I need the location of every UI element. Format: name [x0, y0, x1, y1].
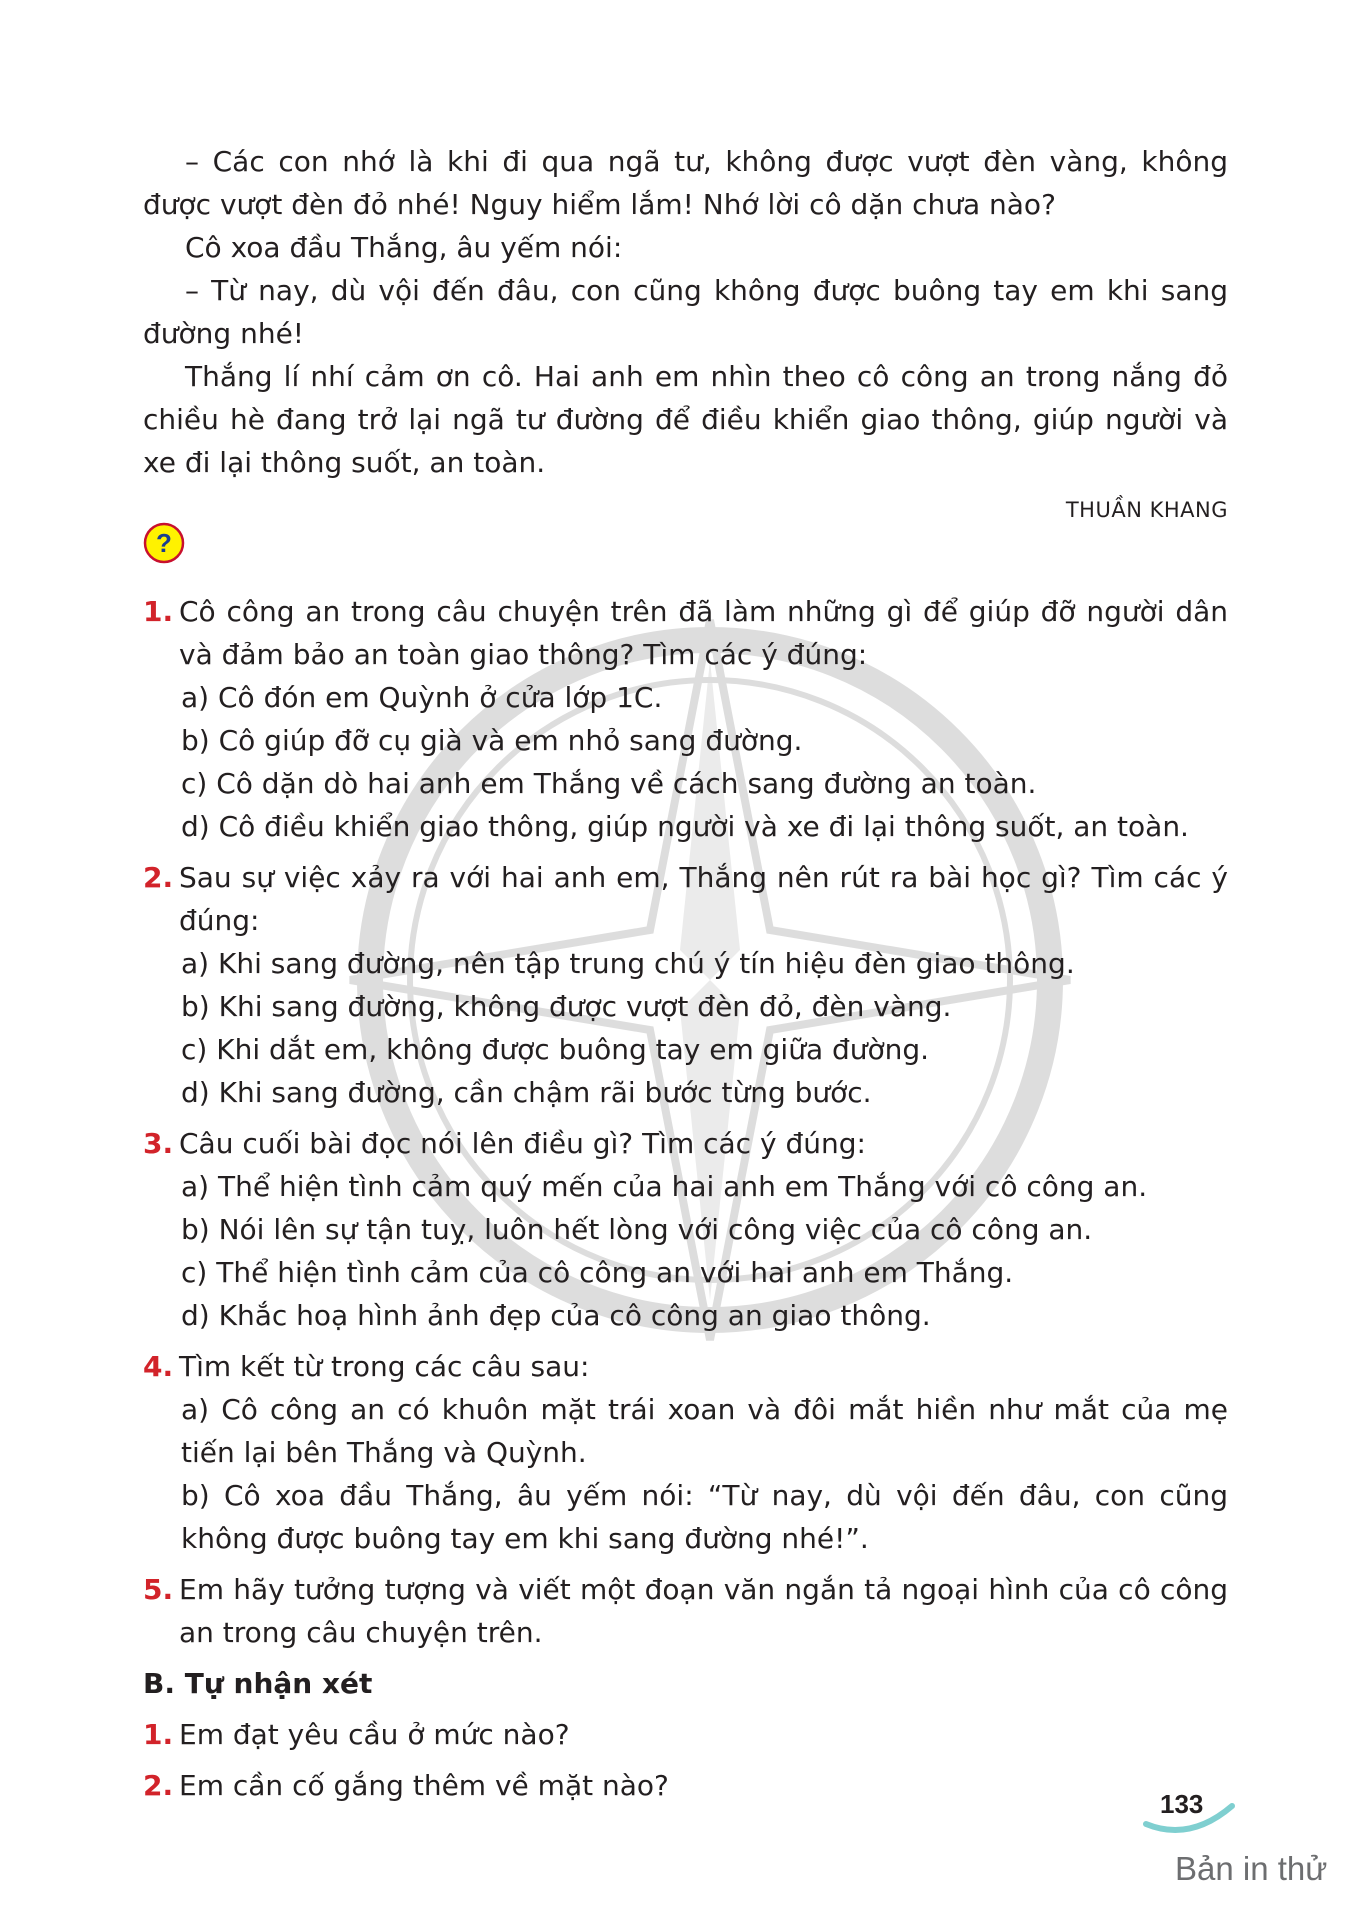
question-text: Cô công an trong câu chuyện trên đã làm những gì để giúp đỡ người dân và đảm bảo an toàn giao thông? Tìm các ý đúng: — [179, 595, 1228, 671]
self-review-item — [143, 1764, 1228, 1807]
answer-option: b) Cô giúp đỡ cụ già và em nhỏ sang đường. — [181, 724, 803, 757]
story-paragraph: Thắng lí nhí cảm ơn cô. Hai anh em nhìn theo cô công an trong nắng đỏ chiều hè đang trở lại ngã tư đường để điều khiển giao thông, giúp người và xe đi lại thông suốt, an toàn. — [143, 360, 1228, 479]
question-item — [143, 1122, 1228, 1337]
question-item — [143, 856, 1228, 1114]
answer-option: c) Khi dắt em, không được buông tay em giữa đường. — [181, 1033, 930, 1066]
question-number: 1. — [143, 595, 174, 628]
answer-option: a) Khi sang đường, nên tập trung chú ý tín hiệu đèn giao thông. — [181, 947, 1075, 980]
question-number: 2. — [143, 861, 174, 894]
answer-option: d) Cô điều khiển giao thông, giúp người và xe đi lại thông suốt, an toàn. — [181, 810, 1189, 843]
draft-label: Bản in thử — [1175, 1850, 1328, 1887]
question-item — [143, 1345, 1228, 1560]
question-number: 2. — [143, 1769, 174, 1802]
question-item — [143, 590, 1228, 848]
question-number: 5. — [143, 1573, 174, 1606]
answer-option: a) Cô đón em Quỳnh ở cửa lớp 1C. — [181, 681, 663, 714]
answer-option: c) Cô dặn dò hai anh em Thắng về cách sang đường an toàn. — [181, 767, 1037, 800]
question-number: 4. — [143, 1350, 174, 1383]
answer-option: b) Cô xoa đầu Thắng, âu yếm nói: “Từ nay, dù vội đến đâu, con cũng không được buông tay em khi sang đường nhé!”. — [181, 1479, 1228, 1555]
question-text: Em cần cố gắng thêm về mặt nào? — [179, 1769, 669, 1802]
answer-option: b) Khi sang đường, không được vượt đèn đỏ, đèn vàng. — [181, 990, 952, 1023]
self-review-item — [143, 1713, 1228, 1756]
question-number: 1. — [143, 1718, 174, 1751]
question-text: Sau sự việc xảy ra với hai anh em, Thắng nên rút ra bài học gì? Tìm các ý đúng: — [179, 861, 1228, 937]
question-text: Em hãy tưởng tượng và viết một đoạn văn ngắn tả ngoại hình của cô công an trong câu chuyện trên. — [179, 1573, 1228, 1649]
story-author: THUẦN KHANG — [1065, 498, 1228, 522]
question-text: Em đạt yêu cầu ở mức nào? — [179, 1718, 570, 1751]
story-paragraph: – Các con nhớ là khi đi qua ngã tư, không được vượt đèn vàng, không được vượt đèn đỏ nhé! Nguy hiểm lắm! Nhớ lời cô dặn chưa nào? — [143, 145, 1228, 221]
question-mark-icon — [143, 522, 185, 564]
question-number: 3. — [143, 1127, 174, 1160]
question-item — [143, 1568, 1228, 1654]
answer-option: d) Khắc hoạ hình ảnh đẹp của cô công an giao thông. — [181, 1299, 931, 1332]
question-text: Câu cuối bài đọc nói lên điều gì? Tìm các ý đúng: — [179, 1127, 866, 1160]
answer-option: c) Thể hiện tình cảm của cô công an với hai anh em Thắng. — [181, 1256, 1014, 1289]
questions-section — [143, 590, 1228, 1815]
story-paragraph: Cô xoa đầu Thắng, âu yếm nói: — [185, 231, 623, 264]
svg-text:?: ? — [156, 528, 172, 558]
story-section — [143, 140, 1228, 524]
answer-option: a) Thể hiện tình cảm quý mến của hai anh em Thắng với cô công an. — [181, 1170, 1148, 1203]
answer-option: a) Cô công an có khuôn mặt trái xoan và đôi mắt hiền như mắt của mẹ tiến lại bên Thắng và Quỳnh. — [181, 1393, 1228, 1469]
story-paragraph: – Từ nay, dù vội đến đâu, con cũng không được buông tay em khi sang đường nhé! — [143, 274, 1228, 350]
answer-option: d) Khi sang đường, cần chậm rãi bước từng bước. — [181, 1076, 872, 1109]
page-number: 133 — [1160, 1789, 1204, 1819]
section-b-title: B. Tự nhận xét — [143, 1667, 373, 1700]
question-text: Tìm kết từ trong các câu sau: — [179, 1350, 590, 1383]
answer-option: b) Nói lên sự tận tuỵ, luôn hết lòng với công việc của cô công an. — [181, 1213, 1093, 1246]
